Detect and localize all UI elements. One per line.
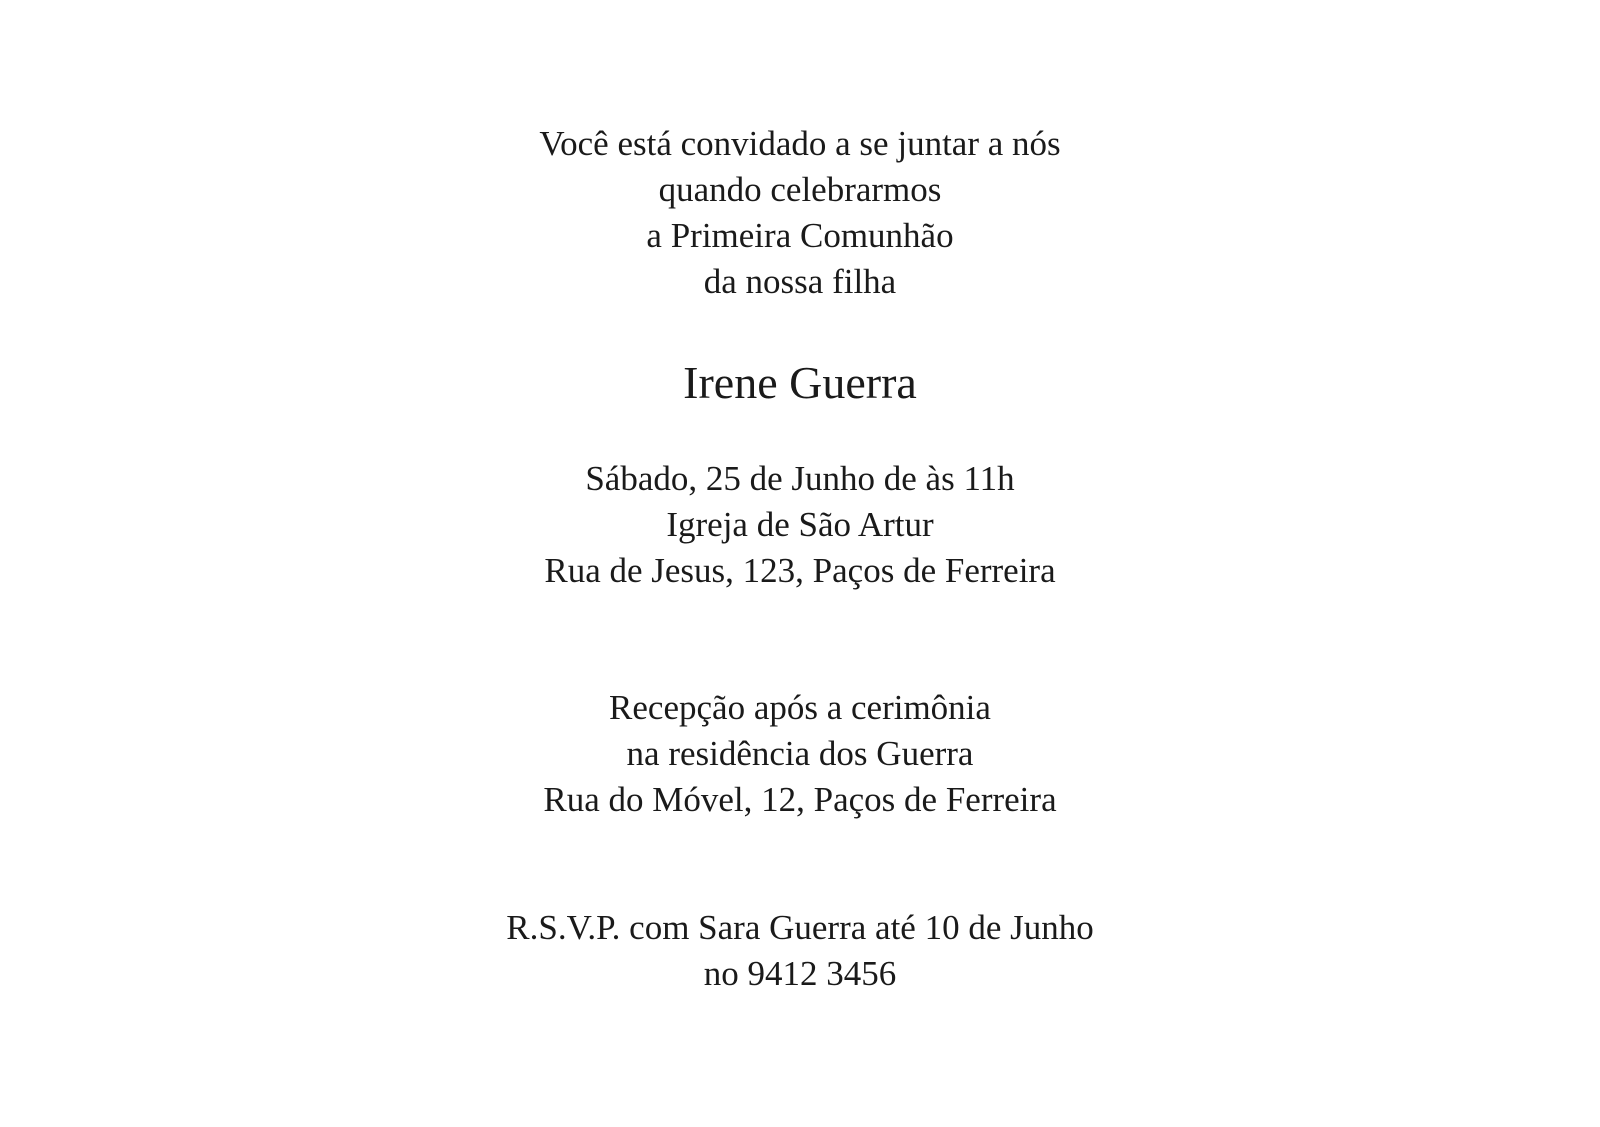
intro-line: Você está convidado a se juntar a nós [539,124,1061,163]
reception-details [0,685,1600,823]
intro-line: da nossa filha [703,262,897,301]
reception-line: Recepção após a cerimônia [609,688,991,727]
event-address: Rua de Jesus, 123, Paços de Ferreira [544,551,1056,590]
intro-line: a Primeira Comunhão [646,216,954,255]
event-venue: Igreja de São Artur [666,505,934,544]
rsvp-details [0,905,1600,997]
reception-address: Rua do Móvel, 12, Paços de Ferreira [543,780,1057,819]
reception-location: na residência dos Guerra [626,734,974,773]
honoree-block [0,355,1600,411]
event-details [0,456,1600,594]
event-date: Sábado, 25 de Junho de às 11h [585,459,1015,498]
honoree-name: Irene Guerra [683,357,917,408]
rsvp-phone: no 9412 3456 [703,954,897,993]
invitation-intro [0,121,1600,305]
intro-line: quando celebrarmos [658,170,942,209]
rsvp-line: R.S.V.P. com Sara Guerra até 10 de Junho [506,908,1094,947]
